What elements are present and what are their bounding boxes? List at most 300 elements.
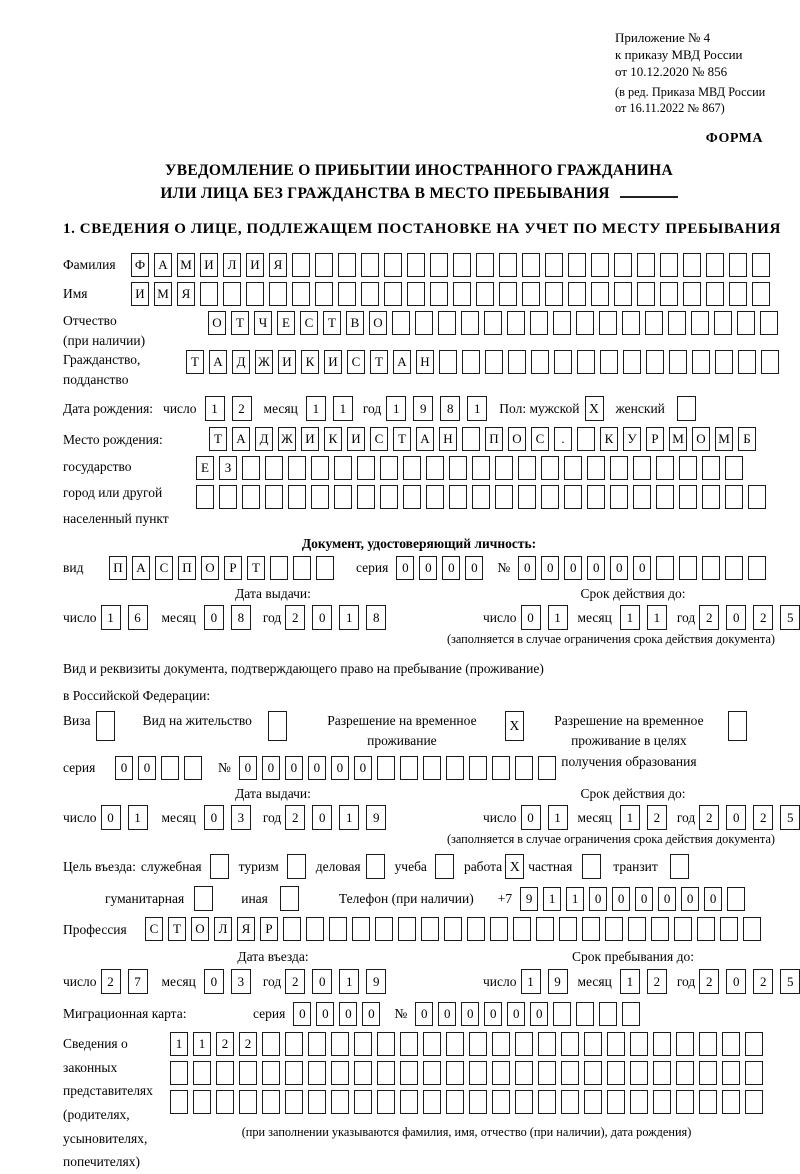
- profession-row: [63, 917, 775, 941]
- form-cell: [375, 917, 393, 941]
- form-cell: [538, 1032, 556, 1056]
- form-cell: 0: [101, 805, 121, 830]
- title-blank-line: [620, 196, 678, 198]
- form-cell: [444, 917, 462, 941]
- representatives-row2-cells: [170, 1061, 763, 1085]
- form-cell: [400, 1061, 418, 1085]
- form-cell: [490, 917, 508, 941]
- form-cell: 1: [548, 605, 568, 630]
- form-cell: 1: [521, 969, 541, 994]
- form-cell: 0: [461, 1002, 479, 1026]
- form-cell: К: [600, 427, 618, 451]
- form-cell: Я: [269, 253, 287, 277]
- form-cell: Ж: [255, 350, 273, 374]
- form-cell: И: [200, 253, 218, 277]
- form-cell: [568, 253, 586, 277]
- form-cell: [669, 350, 687, 374]
- name-cells: [131, 282, 770, 306]
- title-line2: ИЛИ ЛИЦА БЕЗ ГРАЖДАНСТВА В МЕСТО ПРЕБЫВАНИЯ: [160, 184, 610, 202]
- stay-day-cells: [521, 969, 568, 994]
- form-cell: 5: [780, 605, 800, 630]
- form-cell: [699, 1032, 717, 1056]
- form-cell: [354, 1032, 372, 1056]
- form-cell: [760, 311, 778, 335]
- form-cell: Д: [255, 427, 273, 451]
- page-title: [63, 159, 775, 206]
- form-cell: Ч: [254, 311, 272, 335]
- birth-day-cells: [205, 396, 252, 421]
- purpose-transit-checkbox: [670, 854, 689, 879]
- form-cell: [545, 282, 563, 306]
- form-cell: [193, 1090, 211, 1114]
- citizenship-label: Гражданство, подданство: [63, 352, 141, 387]
- residence-label: Вид на жительство: [142, 713, 252, 729]
- entry-stay-dates: [63, 948, 794, 994]
- form-cell: В: [346, 311, 364, 335]
- form-cell: [292, 282, 310, 306]
- form-cell: [722, 1061, 740, 1085]
- form-cell: [515, 1090, 533, 1114]
- form-cell: 0: [204, 969, 224, 994]
- form-cell: [559, 917, 577, 941]
- form-cell: [645, 311, 663, 335]
- form-cell: Е: [277, 311, 295, 335]
- id-issue-month-cells: [204, 605, 251, 630]
- form-cell: 1: [566, 887, 584, 911]
- form-cell: [316, 556, 334, 580]
- form-cell: [311, 456, 329, 480]
- form-cell: [283, 917, 301, 941]
- restriction-note: (заполняется в случае ограничения срока действия документа): [446, 832, 775, 847]
- form-cell: [725, 456, 743, 480]
- form-cell: Р: [224, 556, 242, 580]
- form-cell: [584, 1061, 602, 1085]
- form-cell: [196, 485, 214, 509]
- form-cell: [568, 282, 586, 306]
- form-cell: [518, 456, 536, 480]
- annex-line: к приказу МВД России: [615, 46, 743, 62]
- form-cell: 0: [612, 887, 630, 911]
- phone-cells: [520, 887, 745, 911]
- form-cell: 0: [438, 1002, 456, 1026]
- id-doc-heading: Документ, удостоверяющий личность:: [301, 535, 537, 551]
- patronymic-cells: [208, 311, 778, 335]
- form-cell: 2: [699, 969, 719, 994]
- form-cell: О: [201, 556, 219, 580]
- form-cell: 7: [128, 969, 148, 994]
- form-cell: 1: [306, 396, 326, 421]
- migration-series-cells: [293, 1002, 380, 1026]
- form-cell: [453, 253, 471, 277]
- form-cell: [541, 456, 559, 480]
- form-cell: [462, 350, 480, 374]
- form-cell: У: [623, 427, 641, 451]
- form-cell: М: [177, 253, 195, 277]
- form-cell: [513, 917, 531, 941]
- form-cell: [553, 311, 571, 335]
- form-cell: [702, 456, 720, 480]
- form-cell: [564, 456, 582, 480]
- form-cell: [499, 282, 517, 306]
- form-cell: [561, 1061, 579, 1085]
- form-cell: [377, 1032, 395, 1056]
- form-cell: И: [324, 350, 342, 374]
- form-cell: 0: [285, 756, 303, 780]
- form-cell: [577, 350, 595, 374]
- month-label: месяц: [263, 401, 298, 417]
- permit-issue-daterow: число 0 1 месяц 0 3 год 2 0 1 9: [63, 805, 483, 830]
- form-cell: [446, 1061, 464, 1085]
- form-cell: [377, 1090, 395, 1114]
- form-cell: [706, 253, 724, 277]
- form-cell: И: [301, 427, 319, 451]
- form-cell: А: [393, 350, 411, 374]
- form-cell: 0: [239, 756, 257, 780]
- form-cell: 9: [548, 969, 568, 994]
- annex-line: Приложение № 4: [615, 30, 711, 45]
- purpose-official-checkbox: [210, 854, 229, 879]
- form-cell: 0: [726, 805, 746, 830]
- doc-series-label: серия: [356, 559, 389, 575]
- birthplace-row3-cells: [196, 485, 766, 509]
- birth-year-cells: [386, 396, 487, 421]
- form-cell: 1: [467, 396, 487, 421]
- birthplace-block: [63, 427, 775, 532]
- form-cell: [262, 1061, 280, 1085]
- form-cell: [398, 917, 416, 941]
- name-label: Имя: [63, 286, 88, 302]
- form-cell: [725, 485, 743, 509]
- form-cell: [265, 485, 283, 509]
- form-cell: 2: [285, 605, 305, 630]
- form-cell: [633, 456, 651, 480]
- form-cell: К: [301, 350, 319, 374]
- form-cell: Я: [237, 917, 255, 941]
- form-cell: А: [209, 350, 227, 374]
- form-cell: [582, 917, 600, 941]
- form-cell: 1: [193, 1032, 211, 1056]
- id-issue-day-cells: [101, 605, 148, 630]
- form-cell: [469, 1032, 487, 1056]
- form-cell: [530, 311, 548, 335]
- form-cell: [161, 756, 179, 780]
- form-cell: 2: [699, 605, 719, 630]
- form-cell: 0: [312, 805, 332, 830]
- form-cell: С: [531, 427, 549, 451]
- form-cell: 0: [507, 1002, 525, 1026]
- form-cell: 2: [232, 396, 252, 421]
- form-cell: [518, 485, 536, 509]
- form-cell: 0: [312, 969, 332, 994]
- permit-issue-year-cells: [285, 805, 386, 830]
- annex-block: [615, 30, 775, 117]
- form-cell: [653, 1032, 671, 1056]
- name-row: [63, 282, 775, 306]
- form-cell: 2: [753, 605, 773, 630]
- form-cell: Т: [209, 427, 227, 451]
- form-cell: [469, 1090, 487, 1114]
- form-cell: Т: [393, 427, 411, 451]
- form-cell: [216, 1061, 234, 1085]
- form-cell: 2: [101, 969, 121, 994]
- form-cell: [614, 253, 632, 277]
- form-cell: О: [208, 311, 226, 335]
- form-cell: 0: [115, 756, 133, 780]
- form-cell: [725, 556, 743, 580]
- representatives-row1-cells: [170, 1032, 763, 1056]
- form-cell: Я: [177, 282, 195, 306]
- profession-cells: [145, 917, 761, 941]
- issue-date-heading: Дата выдачи:: [235, 585, 311, 601]
- form-cell: 1: [548, 805, 568, 830]
- form-cell: [403, 485, 421, 509]
- form-cell: [554, 350, 572, 374]
- form-cell: А: [154, 253, 172, 277]
- form-cell: [743, 917, 761, 941]
- form-cell: [715, 350, 733, 374]
- form-cell: [653, 1090, 671, 1114]
- form-cell: 0: [204, 605, 224, 630]
- form-cell: 8: [366, 605, 386, 630]
- form-cell: Е: [196, 456, 214, 480]
- form-cell: [357, 485, 375, 509]
- form-cell: [630, 1032, 648, 1056]
- form-cell: [637, 282, 655, 306]
- form-cell: 1: [170, 1032, 188, 1056]
- form-cell: [622, 1002, 640, 1026]
- form-cell: [338, 253, 356, 277]
- form-cell: [522, 253, 540, 277]
- migration-label: Миграционная карта:: [63, 1006, 187, 1022]
- purpose-row2: гуманитарная иная Телефон (при наличии) +7 9 1 1 0 0 0 0 0 0: [105, 886, 775, 911]
- surname-label: Фамилия: [63, 257, 116, 273]
- form-cell: [577, 427, 595, 451]
- sex-female-label: женский: [615, 401, 665, 417]
- form-cell: [599, 311, 617, 335]
- form-cell: 0: [339, 1002, 357, 1026]
- form-cell: [423, 756, 441, 780]
- form-cell: [170, 1061, 188, 1085]
- permit-valid-day-cells: [521, 805, 568, 830]
- form-cell: [745, 1061, 763, 1085]
- temp-permit-checkbox: X: [505, 711, 524, 741]
- form-cell: [752, 282, 770, 306]
- permit-series-cells: [115, 756, 202, 780]
- form-cell: [515, 1032, 533, 1056]
- form-cell: [607, 1090, 625, 1114]
- form-cell: [630, 1090, 648, 1114]
- visa-label: Виза: [63, 713, 91, 729]
- form-cell: С: [370, 427, 388, 451]
- form-cell: [269, 282, 287, 306]
- form-cell: [679, 485, 697, 509]
- form-cell: [469, 756, 487, 780]
- form-cell: 0: [521, 805, 541, 830]
- form-cell: [193, 1061, 211, 1085]
- form-cell: [426, 456, 444, 480]
- patronymic-label: Отчество (при наличии): [63, 313, 146, 348]
- citizenship-cells: [186, 350, 779, 374]
- profession-label: Профессия: [63, 921, 127, 937]
- birthplace-row1-cells: [209, 427, 766, 451]
- entry-date-heading: Дата въезда:: [237, 949, 309, 965]
- representatives-row3-cells: [170, 1090, 763, 1114]
- form-cell: [628, 917, 646, 941]
- form-cell: [683, 282, 701, 306]
- form-cell: [637, 253, 655, 277]
- doc-type-label: вид: [63, 559, 84, 575]
- day-label: число: [163, 401, 197, 417]
- form-cell: [492, 1061, 510, 1085]
- entry-month-cells: [204, 969, 251, 994]
- form-cell: [508, 350, 526, 374]
- form-cell: П: [485, 427, 503, 451]
- form-cell: 2: [699, 805, 719, 830]
- form-cell: Л: [223, 253, 241, 277]
- visa-checkbox: [96, 711, 115, 741]
- birthdate-row: [63, 396, 775, 421]
- form-cell: [561, 1032, 579, 1056]
- form-cell: И: [131, 282, 149, 306]
- form-cell: Р: [646, 427, 664, 451]
- doc-type-cells: [109, 556, 334, 580]
- form-cell: [748, 556, 766, 580]
- birthplace-label: Место рождения: государство город или другой населенный пункт: [63, 432, 169, 527]
- form-cell: [223, 282, 241, 306]
- form-cell: [553, 1002, 571, 1026]
- form-cell: [467, 917, 485, 941]
- id-valid-year-cells: [699, 605, 800, 630]
- form-cell: [423, 1090, 441, 1114]
- form-cell: [462, 427, 480, 451]
- form-word: ФОРМА: [705, 130, 763, 146]
- form-cell: [492, 756, 510, 780]
- form-cell: [630, 1061, 648, 1085]
- purpose-tourism-checkbox: [287, 854, 306, 879]
- form-cell: 0: [262, 756, 280, 780]
- form-cell: [720, 917, 738, 941]
- year-label: год: [362, 401, 382, 417]
- form-cell: [357, 456, 375, 480]
- form-cell: Л: [214, 917, 232, 941]
- form-cell: 2: [285, 805, 305, 830]
- form-cell: 0: [354, 756, 372, 780]
- form-cell: [315, 253, 333, 277]
- form-cell: [306, 917, 324, 941]
- form-cell: Т: [168, 917, 186, 941]
- migration-series-label: серия: [253, 1006, 286, 1022]
- form-cell: [262, 1032, 280, 1056]
- form-cell: 0: [518, 556, 536, 580]
- form-cell: [449, 456, 467, 480]
- purpose-work-checkbox: X: [505, 854, 524, 879]
- form-cell: [246, 282, 264, 306]
- form-cell: [584, 1032, 602, 1056]
- sex-male-label: Пол: мужской: [499, 401, 580, 417]
- representatives-label: Сведения о законных представителях (родителях, усыновителях, попечителях): [63, 1036, 153, 1170]
- representatives-note: (при заполнении указываются фамилия, имя, отчество (при наличии), дата рождения): [241, 1125, 692, 1140]
- form-cell: Д: [232, 350, 250, 374]
- form-cell: [476, 282, 494, 306]
- form-cell: [446, 1032, 464, 1056]
- form-cell: [622, 311, 640, 335]
- form-cell: [219, 485, 237, 509]
- form-cell: С: [347, 350, 365, 374]
- form-cell: О: [692, 427, 710, 451]
- form-cell: [752, 253, 770, 277]
- form-cell: Б: [738, 427, 756, 451]
- form-cell: 2: [239, 1032, 257, 1056]
- form-cell: [587, 456, 605, 480]
- form-cell: 0: [415, 1002, 433, 1026]
- id-issue-year-cells: [285, 605, 386, 630]
- form-cell: 0: [658, 887, 676, 911]
- form-cell: 0: [465, 556, 483, 580]
- form-cell: [599, 1002, 617, 1026]
- form-cell: [285, 1090, 303, 1114]
- form-cell: [729, 253, 747, 277]
- form-cell: [591, 253, 609, 277]
- form-cell: [242, 456, 260, 480]
- form-cell: [561, 1090, 579, 1114]
- form-cell: Н: [416, 350, 434, 374]
- migration-card-row: [63, 1002, 775, 1026]
- edition-line: от 16.11.2022 № 867): [615, 100, 725, 115]
- form-cell: Т: [247, 556, 265, 580]
- representatives-block: [63, 1032, 775, 1174]
- form-cell: [653, 1061, 671, 1085]
- form-cell: [522, 282, 540, 306]
- form-cell: [660, 253, 678, 277]
- permit-number-label: №: [218, 760, 231, 776]
- entry-day-cells: [101, 969, 148, 994]
- form-cell: Ж: [278, 427, 296, 451]
- form-cell: 5: [780, 805, 800, 830]
- form-cell: [403, 456, 421, 480]
- purpose-other-checkbox: [280, 886, 299, 911]
- form-cell: 0: [633, 556, 651, 580]
- form-cell: [515, 1061, 533, 1085]
- form-cell: [656, 556, 674, 580]
- form-cell: 0: [396, 556, 414, 580]
- issue-date-heading: Дата выдачи:: [235, 785, 311, 801]
- form-cell: [293, 556, 311, 580]
- residence-checkbox: [268, 711, 287, 741]
- annex-line: от 10.12.2020 № 856: [615, 63, 728, 79]
- form-cell: [738, 350, 756, 374]
- form-cell: [536, 917, 554, 941]
- form-cell: [538, 1090, 556, 1114]
- form-cell: [676, 1090, 694, 1114]
- form-cell: 0: [635, 887, 653, 911]
- form-cell: [699, 1061, 717, 1085]
- form-cell: 0: [442, 556, 460, 580]
- section1-heading: 1. СВЕДЕНИЯ О ЛИЦЕ, ПОДЛЕЖАЩЕМ ПОСТАНОВКЕ НА УЧЕТ ПО МЕСТУ ПРЕБЫВАНИЯ: [63, 221, 781, 238]
- form-cell: 0: [204, 805, 224, 830]
- form-cell: [610, 485, 628, 509]
- form-cell: 0: [726, 605, 746, 630]
- form-cell: К: [324, 427, 342, 451]
- form-cell: [446, 1090, 464, 1114]
- form-cell: [315, 282, 333, 306]
- form-cell: [400, 1032, 418, 1056]
- form-cell: 0: [331, 756, 349, 780]
- form-cell: [610, 456, 628, 480]
- form-cell: [308, 1032, 326, 1056]
- form-cell: 6: [128, 605, 148, 630]
- form-cell: И: [246, 253, 264, 277]
- form-cell: [380, 485, 398, 509]
